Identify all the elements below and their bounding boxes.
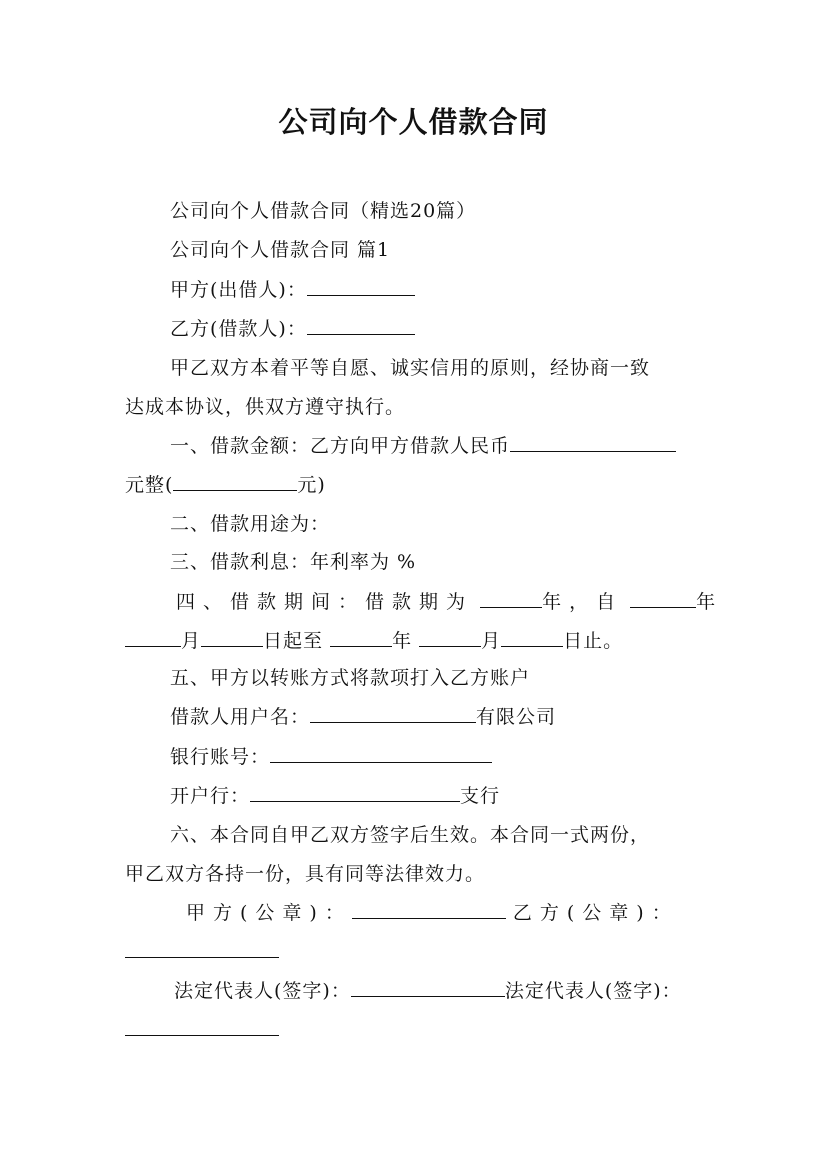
bank-branch-label: 开户行：	[170, 785, 251, 807]
clause-3: 三、借款利息：年利率为 %	[170, 551, 417, 573]
clause-1-line-1	[170, 433, 676, 459]
loan-amount-blank[interactable]	[510, 433, 676, 452]
party-b-blank[interactable]	[307, 316, 415, 335]
clause-4-year-from: 年，自	[542, 591, 624, 613]
bank-branch-suffix: 支行	[460, 785, 501, 807]
clause-4-until: 日起至	[263, 630, 324, 652]
party-b-line	[170, 316, 415, 342]
clause-1-text: 一、借款金额：乙方向甲方借款人民币	[170, 435, 511, 457]
account-name-label: 借款人用户名：	[170, 706, 311, 728]
rep-b-blank[interactable]	[125, 1017, 279, 1036]
seal-line	[186, 900, 679, 926]
end-month-blank[interactable]	[419, 628, 481, 647]
clause-1-yuan-label: 元整(	[125, 474, 174, 496]
clause-4-end-year: 年	[392, 630, 413, 652]
clause-4-month: 月	[181, 630, 202, 652]
clause-4-end: 日止。	[563, 630, 624, 652]
end-day-blank[interactable]	[501, 628, 563, 647]
rep-a-label: 法定代表人(签字)：	[174, 980, 351, 1002]
loan-term-blank[interactable]	[480, 589, 542, 608]
bank-account-line	[170, 744, 492, 770]
document-subtitle: 公司向个人借款合同（精选20篇）	[170, 200, 477, 222]
bank-account-blank[interactable]	[270, 744, 492, 763]
account-name-blank[interactable]	[310, 704, 476, 723]
representative-line	[174, 978, 682, 1004]
clause-2: 二、借款用途为：	[170, 513, 331, 535]
clause-1-yuan-close: 元)	[297, 474, 326, 496]
account-name-suffix: 有限公司	[476, 706, 557, 728]
clause-5: 五、甲方以转账方式将款项打入乙方账户	[170, 667, 531, 689]
clause-4-line-1	[176, 589, 716, 615]
rep-b-label: 法定代表人(签字)：	[504, 980, 682, 1002]
party-a-line	[170, 277, 415, 303]
seal-b-line	[125, 939, 279, 965]
intro-line-1: 甲乙双方本着平等自愿、诚实信用的原则，经协商一致	[170, 357, 651, 379]
seal-b-label: 乙方(公章)：	[512, 902, 679, 924]
document-title: 公司向个人借款合同	[278, 105, 549, 139]
clause-6-line-1: 六、本合同自甲乙双方签字后生效。本合同一式两份，	[170, 824, 651, 846]
rep-a-blank[interactable]	[351, 978, 505, 997]
bank-branch-line	[170, 783, 500, 809]
start-year-blank[interactable]	[630, 589, 696, 608]
bank-branch-blank[interactable]	[250, 783, 460, 802]
clause-4-year: 年	[696, 591, 717, 613]
clause-4-line-2	[125, 628, 623, 654]
clause-6-line-2: 甲乙双方各持一份，具有同等法律效力。	[125, 863, 486, 885]
party-a-blank[interactable]	[307, 277, 415, 296]
loan-amount-digits-blank[interactable]	[173, 472, 297, 491]
clause-4-end-month: 月	[481, 630, 502, 652]
party-a-label: 甲方(出借人)：	[170, 279, 307, 301]
seal-b-blank[interactable]	[125, 939, 279, 958]
clause-1-line-2	[125, 472, 326, 498]
intro-line-2: 达成本协议，供双方遵守执行。	[125, 396, 406, 418]
party-b-label: 乙方(借款人)：	[170, 318, 307, 340]
start-month-blank[interactable]	[125, 628, 181, 647]
account-name-line	[170, 704, 556, 730]
bank-account-label: 银行账号：	[170, 746, 271, 768]
clause-4-text: 四、借款期间：借款期为	[176, 591, 474, 613]
seal-a-label: 甲方(公章)：	[186, 902, 352, 924]
end-year-blank[interactable]	[330, 628, 392, 647]
rep-b-line	[125, 1017, 279, 1043]
start-day-blank[interactable]	[201, 628, 263, 647]
section-heading: 公司向个人借款合同 篇1	[170, 239, 391, 261]
seal-a-blank[interactable]	[352, 900, 506, 919]
